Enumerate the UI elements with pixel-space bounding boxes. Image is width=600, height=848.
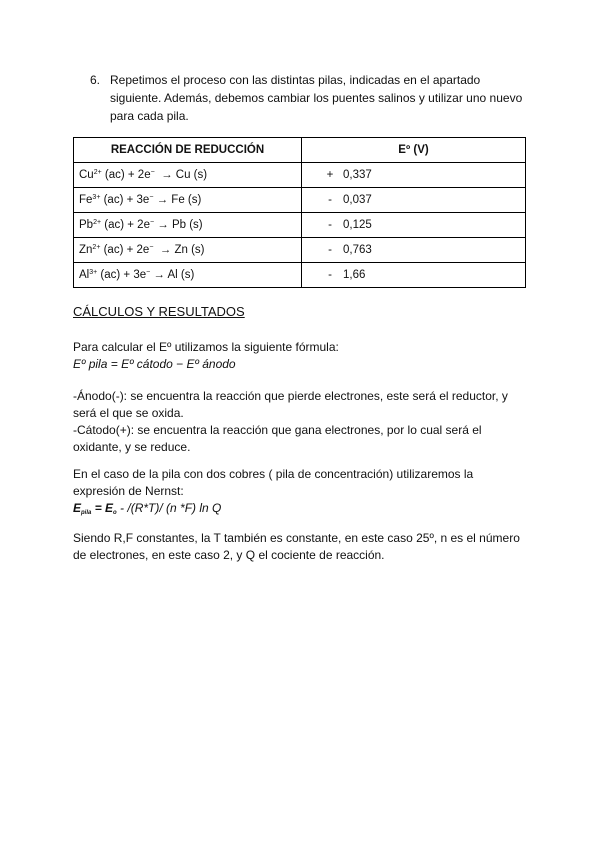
reaction-cell [74, 188, 302, 213]
list-text: Repetimos el proceso con las distintas pilas, indicadas en el apartado siguiente. Además, debemos cambiar los puentes salinos y utilizar uno nuevo para cada pila. [110, 73, 523, 123]
electron-sign: − [149, 244, 154, 251]
potential-value: 0,037 [343, 194, 372, 206]
ion-symbol: Fe [79, 194, 93, 206]
table-row [74, 213, 526, 238]
reaction-product: → Fe (s) [153, 194, 202, 206]
header-potential: Eº (V) [302, 138, 526, 163]
formula-intro: Para calcular el Eº utilizamos la siguiente fórmula: [73, 340, 339, 354]
potential-sign: - [328, 194, 332, 206]
anode-description: -Ánodo(-): se encuentra la reacción que pierde electrones, este será el reductor, y será el que se oxida. [73, 389, 508, 420]
nernst-e: E [73, 501, 82, 515]
ion-charge: 2+ [93, 169, 102, 176]
potential-sign: + [326, 169, 334, 181]
potential-value: 0,125 [343, 219, 372, 231]
cell-potential-formula: Eº pila = Eº cátodo − Eº ánodo [73, 357, 236, 371]
reaction-product: → Pb (s) [154, 219, 203, 231]
reaction-mid: (ac) + 2e [100, 244, 150, 256]
potential-sign: - [328, 219, 332, 231]
reaction-cell [74, 213, 302, 238]
reaction-cell [74, 163, 302, 188]
ion-charge: 2+ [92, 244, 101, 251]
table-row [74, 263, 526, 288]
nernst-sub-o: o [113, 510, 117, 516]
reaction-mid: (ac) + 3e [100, 194, 150, 206]
reaction-mid: (ac) + 3e [97, 269, 147, 281]
potential-cell [302, 263, 526, 288]
paragraph-nernst [73, 466, 523, 522]
reduction-table [73, 137, 526, 288]
paragraph-formula [73, 339, 523, 373]
potential-value: 1,66 [343, 269, 366, 281]
potential-sign: - [328, 269, 332, 281]
potential-value: 0,763 [343, 244, 372, 256]
table-row [74, 163, 526, 188]
potential-cell [302, 163, 526, 188]
ion-symbol: Pb [79, 219, 94, 231]
list-number: 6. [90, 73, 101, 87]
list-item-6 [90, 71, 530, 125]
electron-sign: − [149, 219, 155, 226]
cathode-description: -Cátodo(+): se encuentra la reacción que gana electrones, por lo cual será el oxidante, y se reduce. [73, 423, 482, 454]
potential-cell [302, 238, 526, 263]
potential-cell [302, 188, 526, 213]
nernst-rest: - /(R*T)/ (n *F) ln Q [116, 501, 222, 515]
reaction-product: → Zn (s) [153, 244, 205, 256]
electron-sign: − [150, 169, 155, 176]
table-row [74, 188, 526, 213]
potential-value: 0,337 [343, 169, 372, 181]
header-reaction: REACCIÓN DE REDUCCIÓN [74, 138, 302, 163]
table-header-row [74, 138, 526, 163]
section-title: CÁLCULOS Y RESULTADOS [73, 304, 245, 319]
reaction-product: → Cu (s) [154, 169, 208, 181]
table-row [74, 238, 526, 263]
potential-cell [302, 213, 526, 238]
reaction-cell [74, 238, 302, 263]
potential-sign: - [328, 244, 332, 256]
reaction-mid: (ac) + 2e [101, 169, 151, 181]
ion-symbol: Zn [79, 244, 93, 256]
electron-sign: − [149, 194, 154, 201]
ion-charge: 3+ [89, 269, 98, 276]
ion-charge: 3+ [92, 194, 101, 201]
ion-charge: 2+ [93, 219, 102, 226]
nernst-eq: = E [91, 501, 114, 515]
nernst-sub-pila: pila [81, 510, 92, 516]
ion-symbol: Al [79, 269, 90, 281]
ion-symbol: Cu [79, 169, 94, 181]
paragraph-constants: Siendo R,F constantes, la T también es constante, en este caso 25º, n es el número de electrones, en este caso 2, y Q el cociente de reacción. [73, 531, 520, 562]
nernst-intro: En el caso de la pila con dos cobres ( pila de concentración) utilizaremos la expresión de Nernst: [73, 467, 474, 498]
reaction-cell [74, 263, 302, 288]
paragraph-electrodes [73, 388, 523, 456]
electron-sign: − [146, 269, 151, 276]
nernst-formula [73, 500, 523, 522]
reaction-product: → Al (s) [150, 269, 195, 281]
reaction-mid: (ac) + 2e [101, 219, 150, 231]
